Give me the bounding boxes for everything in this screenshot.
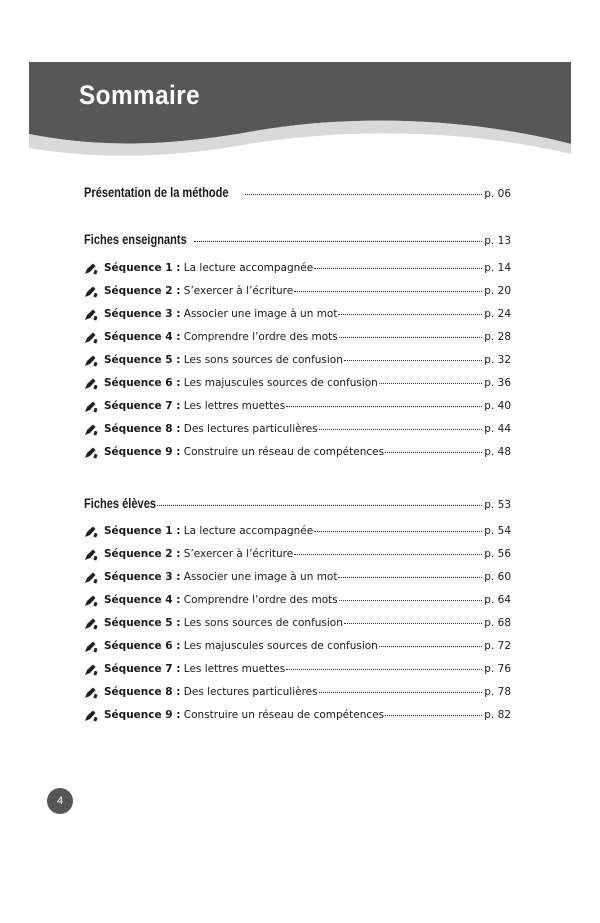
toc-item[interactable] [84,262,511,274]
page-ref: p. 14 [484,262,511,274]
pencil-icon [84,447,98,459]
page-ref: p. 56 [484,548,511,560]
page-ref: p. 54 [484,525,511,537]
page-ref: p. 48 [484,446,511,458]
page-ref: p. 06 [484,188,511,200]
toc-item[interactable] [84,640,511,652]
dot-leader [319,692,483,693]
sequence-title: Associer une image à un mot [183,308,338,320]
sequence-number: Séquence 5 : [104,617,181,629]
sequence-number: Séquence 2 : [104,285,181,297]
pencil-icon [84,378,98,390]
sequence-title: Comprendre l’ordre des mots [183,331,338,343]
page-ref: p. 78 [484,686,511,698]
toc-item[interactable] [84,308,511,320]
dot-leader [157,505,482,506]
pencil-icon [84,572,98,584]
sequence-title: S’exercer à l’écriture [183,548,294,560]
page-ref: p. 82 [484,709,511,721]
toc-row-enseignants[interactable] [84,232,511,247]
dot-leader [294,291,482,292]
dot-leader [339,600,483,601]
pencil-icon [84,355,98,367]
dot-leader [344,623,482,624]
pencil-icon [84,263,98,275]
toc-item[interactable] [84,571,511,583]
page-ref: p. 68 [484,617,511,629]
dot-leader [385,715,482,716]
pencil-icon [84,526,98,538]
sequence-number: Séquence 3 : [104,571,181,583]
dot-leader [314,531,482,532]
dot-leader [339,337,483,338]
sequence-number: Séquence 6 : [104,377,181,389]
dot-leader [319,429,483,430]
page-ref: p. 60 [484,571,511,583]
sequence-title: Les sons sources de confusion [183,617,343,629]
header-banner [29,62,571,162]
pencil-icon [84,332,98,344]
section-title-enseignants: Fiches enseignants [84,232,187,247]
page-ref: p. 36 [484,377,511,389]
toc-item[interactable] [84,331,511,343]
page-ref: p. 13 [484,235,511,247]
pencil-icon [84,710,98,722]
page-ref: p. 76 [484,663,511,675]
dot-leader [379,646,482,647]
toc-item[interactable] [84,377,511,389]
sequence-number: Séquence 4 : [104,331,181,343]
sequence-title: Les sons sources de confusion [183,354,343,366]
sequence-number: Séquence 2 : [104,548,181,560]
sequence-number: Séquence 5 : [104,354,181,366]
toc-item[interactable] [84,400,511,412]
sequence-title: Construire un réseau de compétences [183,446,385,458]
toc-item[interactable] [84,285,511,297]
sequence-number: Séquence 7 : [104,400,181,412]
sequence-title: Les lettres muettes [183,400,286,412]
dot-leader [338,577,482,578]
sequence-number: Séquence 7 : [104,663,181,675]
sequence-number: Séquence 3 : [104,308,181,320]
dot-leader [385,452,482,453]
sequence-title: Les lettres muettes [183,663,286,675]
banner-background [29,62,571,162]
pencil-icon [84,618,98,630]
toc-item[interactable] [84,617,511,629]
dot-leader [344,360,482,361]
page-ref: p. 53 [484,499,511,511]
page-title: Sommaire [79,80,201,110]
toc-row-presentation[interactable] [84,185,511,200]
toc-item[interactable] [84,423,511,435]
sequence-title: Les majuscules sources de confusion [183,377,378,389]
pencil-icon [84,401,98,413]
sequence-title: Comprendre l’ordre des mots [183,594,338,606]
dot-leader [286,669,482,670]
pencil-icon [84,286,98,298]
section-title-eleves: Fiches élèves [84,496,157,511]
page-ref: p. 24 [484,308,511,320]
pencil-icon [84,687,98,699]
page-ref: p. 44 [484,423,511,435]
page-ref: p. 40 [484,400,511,412]
dot-leader [245,194,482,195]
toc-item[interactable] [84,594,511,606]
toc-row-eleves[interactable] [84,496,511,511]
sequence-title: La lecture accompagnée [183,262,314,274]
page-ref: p. 28 [484,331,511,343]
dot-leader [338,314,482,315]
sequence-number: Séquence 9 : [104,446,181,458]
toc-item[interactable] [84,686,511,698]
sequence-title: Construire un réseau de compétences [183,709,385,721]
toc-item[interactable] [84,354,511,366]
sequence-number: Séquence 8 : [104,423,181,435]
sequence-number: Séquence 1 : [104,525,181,537]
page-number-badge: 4 [47,788,73,814]
sequence-title: S’exercer à l’écriture [183,285,294,297]
pencil-icon [84,549,98,561]
toc-item[interactable] [84,446,511,458]
dot-leader [294,554,482,555]
sequence-title: Des lectures particulières [183,423,318,435]
sequence-title: La lecture accompagnée [183,525,314,537]
toc-item[interactable] [84,548,511,560]
toc-item[interactable] [84,525,511,537]
sequence-number: Séquence 9 : [104,709,181,721]
pencil-icon [84,309,98,321]
sequence-title: Les majuscules sources de confusion [183,640,378,652]
pencil-icon [84,595,98,607]
pencil-icon [84,641,98,653]
dot-leader [379,383,482,384]
sequence-number: Séquence 1 : [104,262,181,274]
section-title-presentation: Présentation de la méthode [84,185,229,200]
page-ref: p. 64 [484,594,511,606]
sequence-number: Séquence 4 : [104,594,181,606]
sequence-title: Des lectures particulières [183,686,318,698]
dot-leader [194,241,482,242]
page-ref: p. 72 [484,640,511,652]
pencil-icon [84,664,98,676]
pencil-icon [84,424,98,436]
sequence-title: Associer une image à un mot [183,571,338,583]
page-ref: p. 32 [484,354,511,366]
sequence-number: Séquence 6 : [104,640,181,652]
dot-leader [286,406,482,407]
toc-item[interactable] [84,709,511,721]
page-ref: p. 20 [484,285,511,297]
sequence-number: Séquence 8 : [104,686,181,698]
dot-leader [314,268,482,269]
toc-item[interactable] [84,663,511,675]
